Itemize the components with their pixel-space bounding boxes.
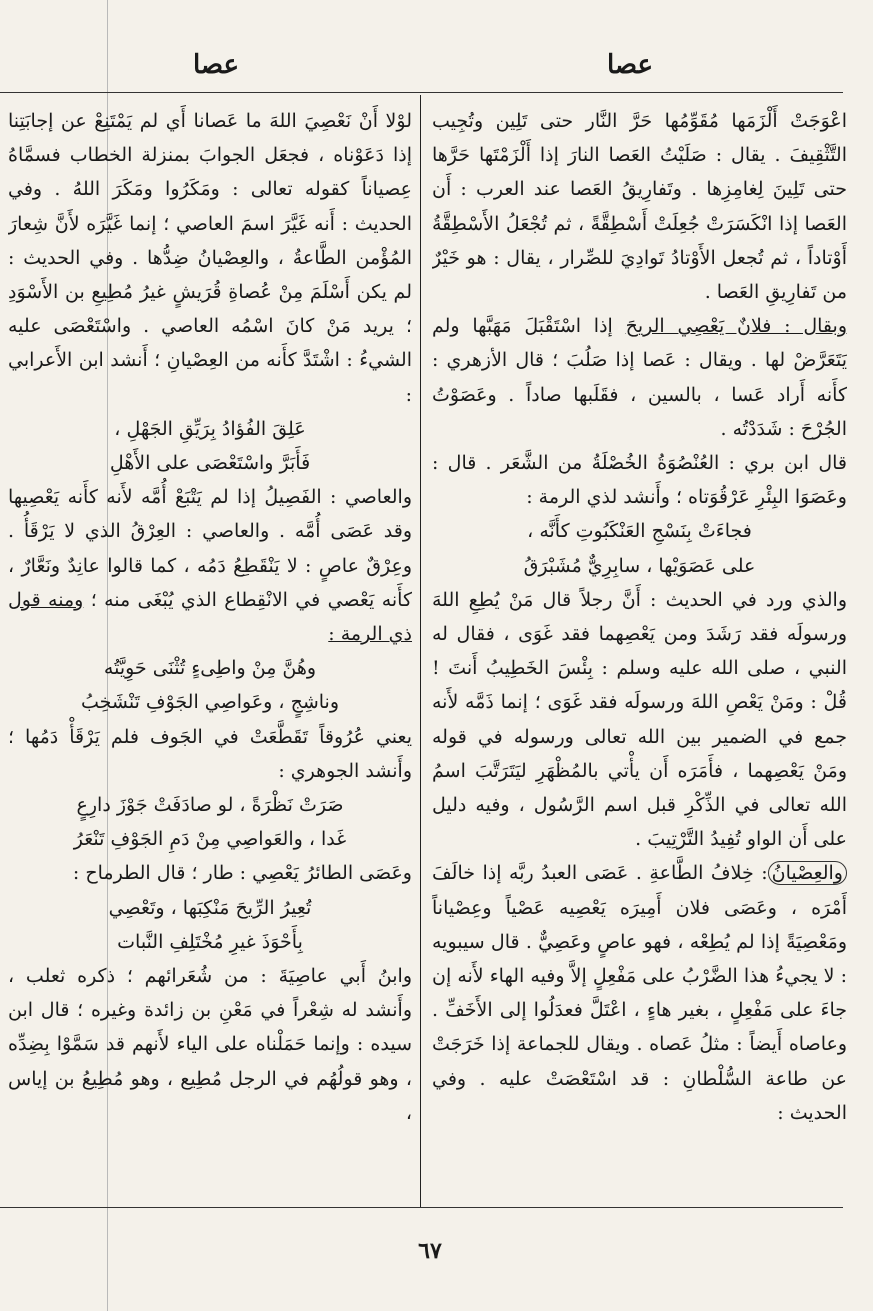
left-verse-3-line-b: غَدا ، والعَواصِي مِنْ دَمِ الجَوْفِ تَنْعَرُ xyxy=(73,828,347,851)
right-paragraph-4 xyxy=(432,856,847,1130)
right-verse-1-line-b: على عَصَوَيْها ، سابِرِيٌّ مُشَبْرَقُ xyxy=(523,554,756,577)
left-verse-1-line-b: فَأَبَرَّ واسْتَعْصَى على الأَهْلِ xyxy=(109,452,311,475)
left-paragraph-4: وعَصَى الطائرُ يَعْصِي : طار ؛ قال الطرماح : xyxy=(72,862,412,885)
left-column xyxy=(8,104,412,1204)
left-paragraph-2-text: والعاصي : الفَصِيلُ إذا لم يَتْبَعْ أُمَّه لأَنه كأَنه يَعْصِيها وقد عَصَى أُمَّه . والعاصي : العِرْقُ الذي لا يَرْقَأُ . وعِرْقٌ عاصٍ : لا يَنْقَطِعُ دَمُه ، كما قالوا عانِدٌ ونَعَّارٌ ، كأَنه يَعْصي في الانْقِطاع الذي يُبْغَى منه ؛ xyxy=(8,486,412,611)
column-divider xyxy=(420,95,421,1207)
left-verse-4-line-b: بِأَحْوَذَ غيرِ مُخْتَلِفِ النَّبات xyxy=(117,930,303,953)
right-paragraph-2: قال ابن بري : العُنْصُوَةُ الخُصْلَةُ من الشَّعَر . قال : وعَصَوَا البِئْرِ عَرْقُوَتاه ؛ وأَنشد لذي الرمة : xyxy=(432,452,847,509)
header-word-left: عصا xyxy=(193,50,239,80)
right-paragraph-annotated xyxy=(432,309,847,446)
circled-headword: والعِصْيانُ xyxy=(768,861,847,885)
left-verse-4-line-a: تُعِيرُ الرِّيحَ مَنْكِبَها ، وتَعْصِي xyxy=(108,896,312,919)
left-paragraph-3: يعني عُرُوقاً تَقَطَّعَتْ في الجَوف فلم يَرْقَأْ دَمُها ؛ وأَنشد الجوهري : xyxy=(8,725,412,782)
left-verse-2-line-a: وهُنَّ مِنْ واطِىءٍ تُثْنَى حَوِيَّتُه xyxy=(103,657,317,680)
header-word-right: عصا xyxy=(607,50,653,80)
footer-rule xyxy=(0,1207,843,1208)
left-verse-2-line-b: وناشِجٍ ، وعَواصِي الجَوْفِ تَنْشَخِبُ xyxy=(80,691,340,714)
underlined-phrase: وبقال : فلانٌ يَعْصِي الريحَ xyxy=(625,315,847,338)
right-column xyxy=(432,104,847,1204)
left-verse-1-line-a: عَلِقَ الفُؤادُ بِرَيِّقِ الجَهْلِ ، xyxy=(114,417,306,440)
left-paragraph-1: لوْلا أَنْ نَعْصِيَ اللهَ ما عَصانا أَي لم يَمْتَنِعْ عن إجابَتِنا إذا دَعَوْناه ، فجعَل الجوابَ بمنزلة الخطاب فسمَّاهُ عِصياناً كقوله تعالى : ومَكَرُوا ومَكَرَ اللهُ . وفي الحديث : أَنه غَيَّرَ اسمَ العاصي ؛ إنما غَيَّرَه لأَنَّ شِعارَ المُؤْمن الطَّاعةُ ، والعِصْيانُ ضِدُّها . وفي الحديث : لم يكن أَسْلَمَ مِنْ عُصاةِ قُرَيشٍ غيرُ مُطِيعِ بن الأَسْوَدِ ؛ يريد مَنْ كانَ اسْمُه العاصي . واسْتَعْصَى عليه الشيءُ : اشْتَدَّ كأَنه من العِصْيانِ ؛ أَنشد ابن الأَعرابي : xyxy=(8,110,412,406)
right-paragraph-4-text: : خِلافُ الطَّاعةِ . عَصَى العبدُ ربَّه إذا خالَفَ أَمْرَه ، وعَصَى فلان أَمِيرَه يَعْصِيه عَصْياً وعِصْياناً ومَعْصِيَةً إذا لم يُطِعْه ، فهو عاصٍ وعَصِيٌّ . قال سيبويه : لا يجيءُ هذا الضَّرْبُ على مَفْعِلٍ إلاَّ وفيه الهاء لأَنه إن جاءَ على مَفْعِلٍ ، بغير هاءٍ ، اعْتَلَّ فعدَلُوا إلى الأَخَفِّ . وعاصاه أَيضاً : مثلُ عَصاه . ويقال للجماعة إذا خَرَجَتْ عن طاعة السُّلْطانِ : قد اسْتَعْصَتْ عليه . وفي الحديث : xyxy=(432,862,847,1124)
left-paragraph-5: وابنُ أَبي عاصِيَةَ : من شُعَرائهم ؛ ذكره ثعلب ، وأَنشد له شِعْراً في مَعْنِ بن زائدة وغيره ؛ قال ابن سيده : وإنما حَمَلْناه على الياء لأَنهم قد سَمَّوْا بِضِدِّه ، وهو قولُهُم في الرجل مُطِيع ، وهو مُطِيعُ بن إياس ، xyxy=(8,965,412,1124)
left-verse-3-line-a: صَرَتْ نَظْرَةً ، لو صادَفَتْ جَوْزَ دارِعٍ xyxy=(76,794,344,817)
right-paragraph-3: والذي ورد في الحديث : أَنَّ رجلاً قال مَنْ يُطِعِ اللهَ ورسولَه فقد رَشَدَ ومن يَعْصِهما فقد غَوَى ، فقال له النبي ، صلى الله عليه وسلم : بِئْسَ الخَطِيبُ أَنتَ ! قُلْ : ومَنْ يَعْصِ اللهَ ورسولَه فقد غَوَى ؛ إنما ذَمَّه لأَنه جمع في الضمير بين الله تعالى ورسوله في قوله ومَنْ يَعْصِهما ، فأَمَرَه أَن يأْتي بالمُظْهَرِ ليَتَرَتَّبَ اسمُ الله تعالى في الذِّكْرِ قبل اسم الرَّسُول ، وفيه دليل على أَن الواو تُفِيدُ التَّرْتِيبَ . xyxy=(432,588,847,851)
right-paragraph-after-annotation: إذا اسْتَقْبَلَ مَهَبَّها ولم يَتَعَرَّضْ لها . ويقال : عَصا إذا صَلُبَ ؛ قال الأزهري : كأَنه أَراد عَسا ، بالسين ، فقَلَبها صاداً . وعَصَوْتُ الجُرْحَ : شَدَدْتُه . xyxy=(432,315,847,440)
underlined-phrase-left: ومنه قول ذي الرمة : xyxy=(8,588,412,646)
right-paragraph-1: اعْوَجَتْ أَلْزَمَها مُقَوِّمُها حَرَّ النَّار حتى تَلِين وتُجِيب التَّثْقِيفَ . يقال : صَلَيْتُ العَصا النارَ إذا أَلْزَمْتَها حَرَّها حتى تَلِينَ لِغامِزِها . وتَفارِيقُ العَصا عند العرب : أَن العَصا إذا انْكَسَرَتْ جُعِلَتْ أَسْطِقَّةً ، ثم تُجْعَلُ الأَسْطِقَّةُ أَوْتاداً ، ثم تُجعل الأَوْتادُ تَوادِيَ للصِّرار ، يقال : هو خَيْرٌ من تَفارِيقِ العَصا . xyxy=(432,110,847,304)
header-rule xyxy=(0,92,843,93)
page-number: ٦٧ xyxy=(418,1238,442,1264)
left-paragraph-2 xyxy=(8,480,412,651)
right-verse-1-line-a: فجاءَتْ بِنَسْجِ العَنْكَبُوتِ كأَنَّه ، xyxy=(527,520,752,543)
